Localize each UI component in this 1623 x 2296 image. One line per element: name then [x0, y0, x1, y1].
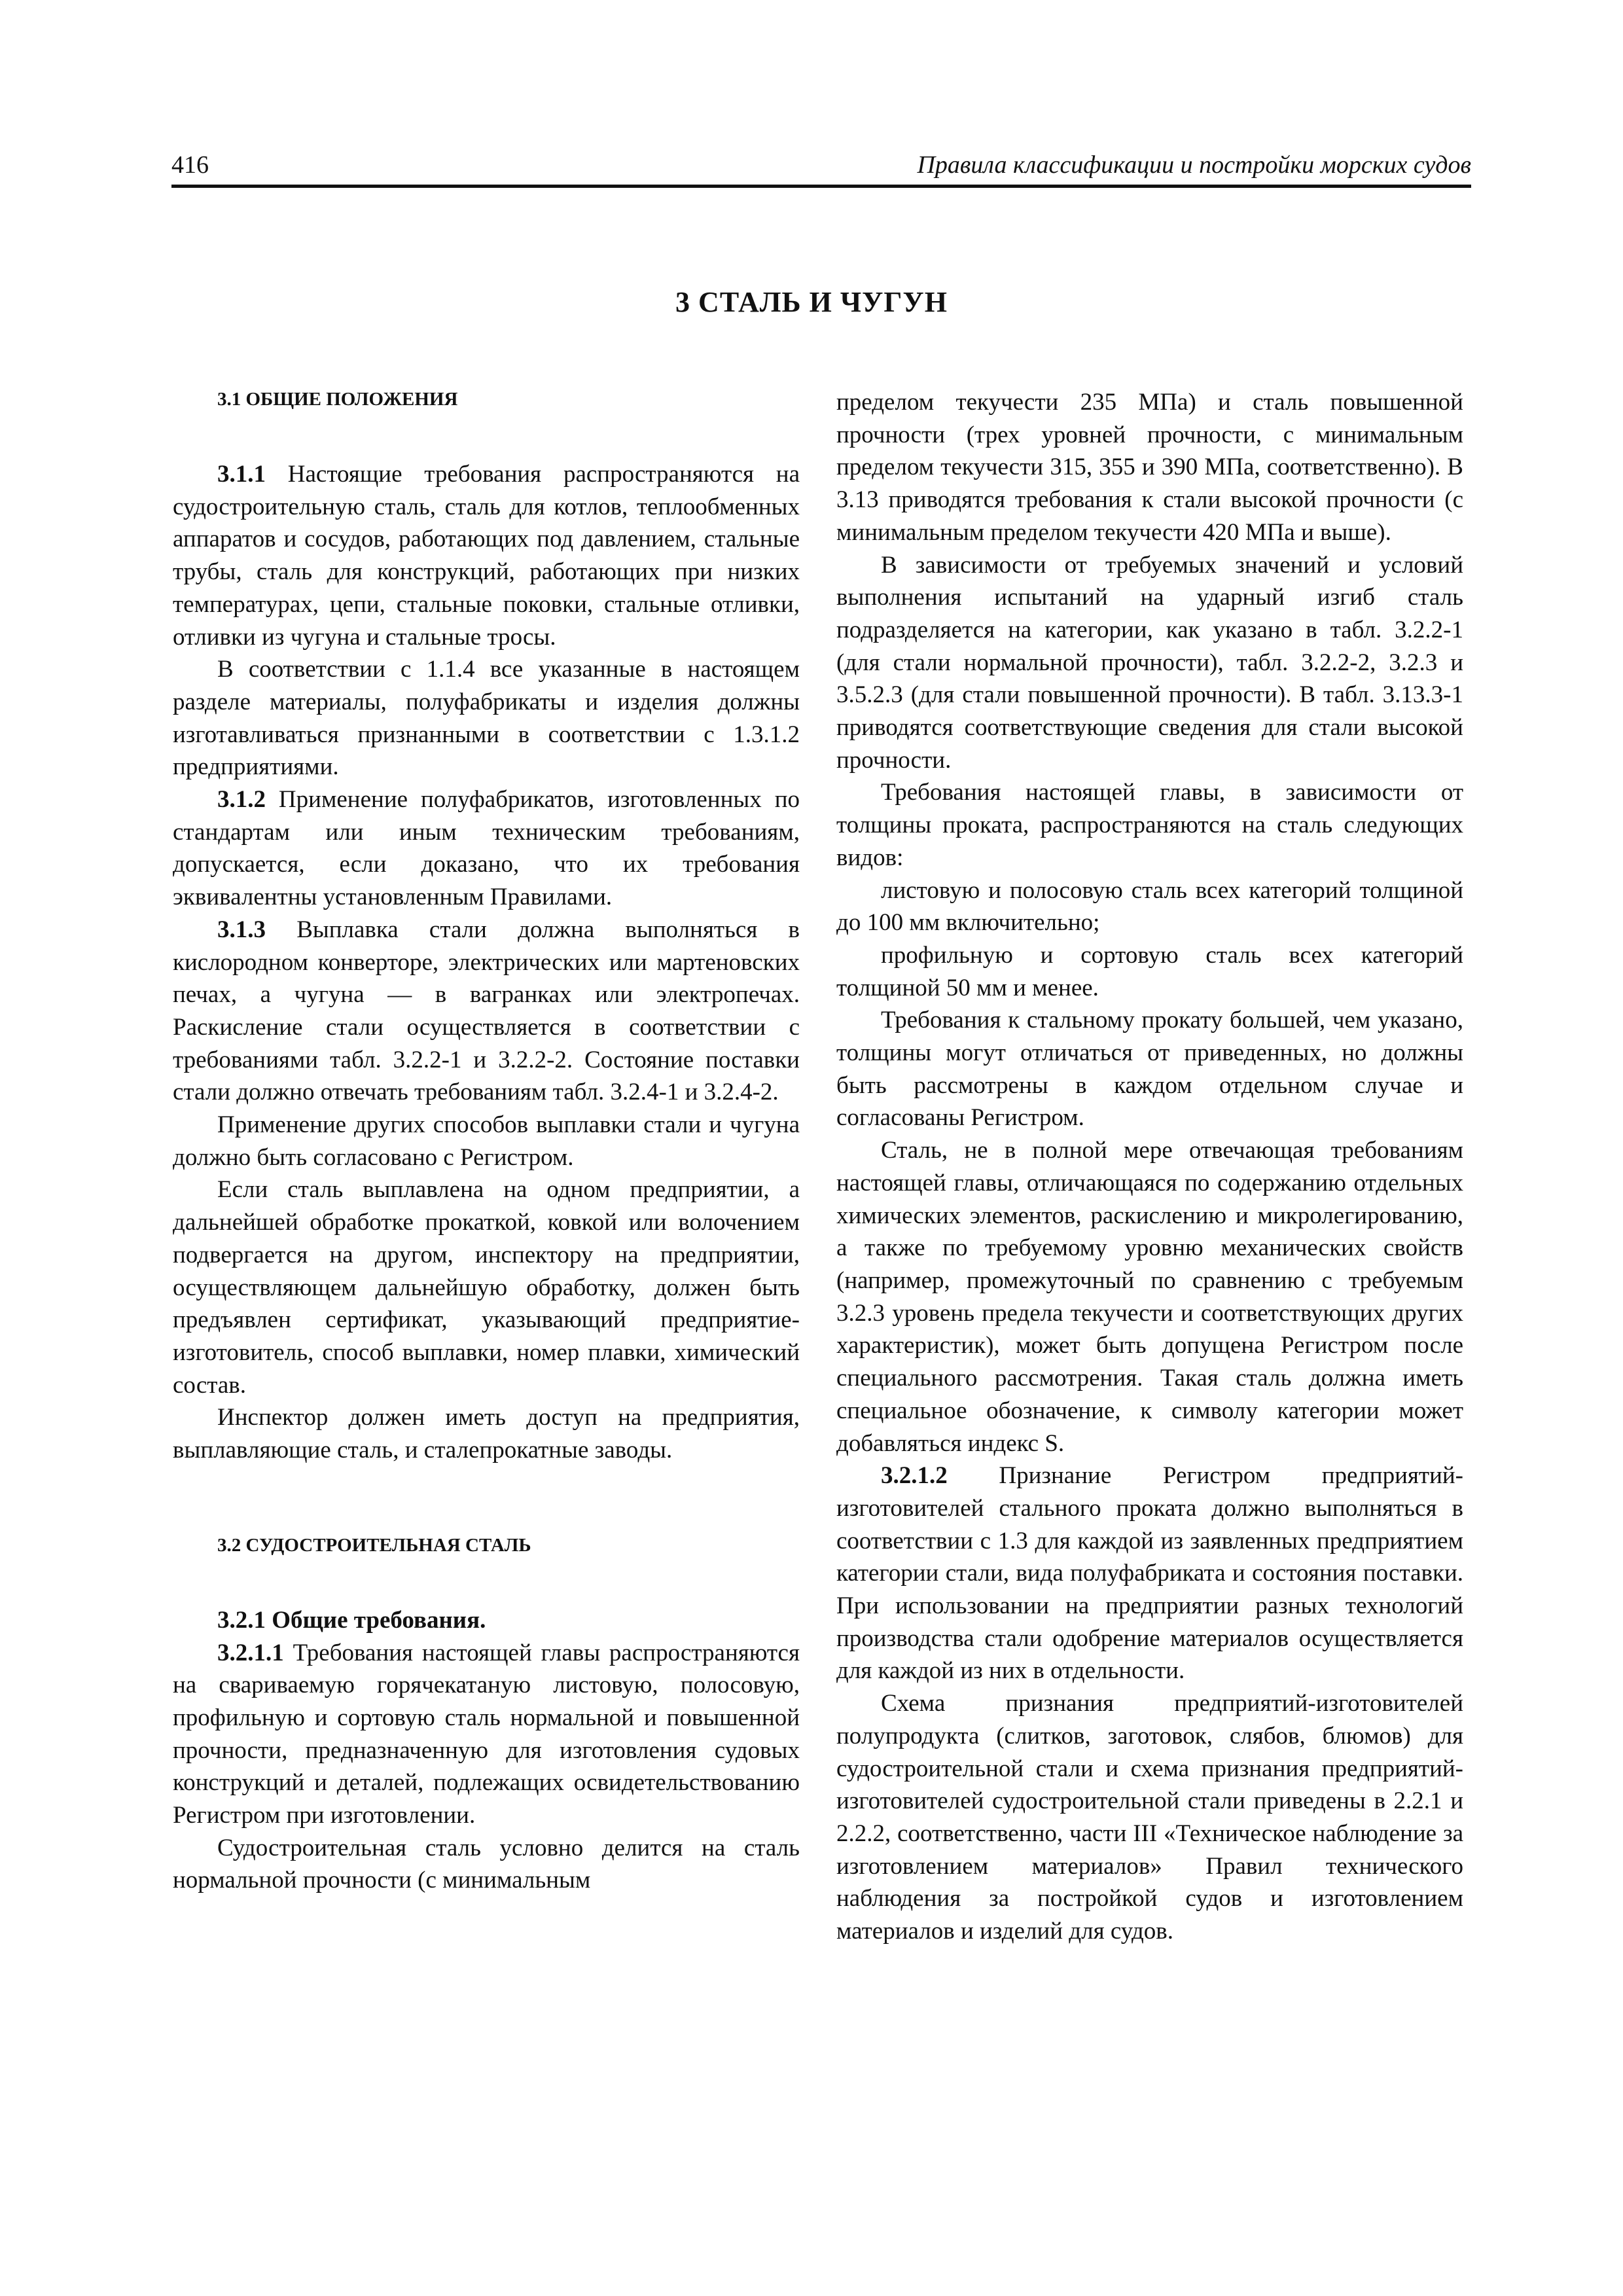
page-number: 416: [171, 151, 209, 179]
paragraph: Требования настоящей главы, в зависимости от толщины проката, распространяются на сталь следующих видов:: [836, 779, 1463, 871]
paragraph-text: Признание Регистром предприятий-изготовителей стального проката должно выполняться в соответствии с 1.3 для каждой из заявленных предприятием категории стали, вида полуфабриката и состояния поставки. При использовании на предприятии разных технологий производства стали одобрение материалов осуществляется для каждой из них в отдельности.: [836, 1462, 1463, 1685]
paragraph: Применение других способов выплавки стали и чугуна должно быть согласовано с Регистром.: [173, 1111, 800, 1171]
paragraph: Инспектор должен иметь доступ на предприятия, выплавляющие сталь, и сталепрокатные заводы.: [173, 1404, 800, 1464]
section-heading-3-1: 3.1 ОБЩИЕ ПОЛОЖЕНИЯ: [217, 389, 458, 410]
paragraph: Судостроительная сталь условно делится на сталь нормальной прочности (с минимальным: [173, 1834, 800, 1894]
paragraph: профильную и сортовую сталь всех категорий толщиной 50 мм и менее.: [836, 941, 1463, 1001]
paragraph: Требования к стальному прокату большей, чем указано, толщины могут отличаться от приведенных, но должны быть рассмотрены в каждом отдельном случае и согласованы Регистром.: [836, 1007, 1463, 1132]
clause-number: 3.1.3: [217, 916, 266, 943]
paragraph: В зависимости от требуемых значений и условий выполнения испытаний на ударный изгиб сталь подразделяется на категории, как указано в табл. 3.2.2-1 (для стали нормальной прочности), табл. 3.2.2-2, 3.2.3 и 3.5.2.3 (для стали повышенной прочности). В табл. 3.13.3-1 приводятся соответствующие сведения для стали высокой прочности.: [836, 551, 1463, 774]
paragraph: Если сталь выплавлена на одном предприятии, а дальнейшей обработке прокаткой, ковкой или волочением подвергается на другом, инспектору на предприятии, осуществляющем дальнейшую обработку, должен быть предъявлен сертификат, указывающий предприятие-изготовитель, способ выплавки, номер плавки, химический состав.: [173, 1176, 800, 1399]
page-header: [171, 145, 1471, 188]
clause-number: 3.2.1.2: [881, 1462, 948, 1490]
paragraph: Схема признания предприятий-изготовителей полупродукта (слитков, заготовок, слябов, блюмов) для судостроительной стали и схема признания предприятий-изготовителей судостроительной стали приведены в 2.2.1 и 2.2.2, соответственно, части III «Техническое наблюдение за изготовлением материалов» Правил технического наблюдения за постройкой судов и изготовлением материалов и изделий для судов.: [836, 1690, 1463, 1945]
right-column: [836, 386, 1463, 1948]
chapter-title: 3 СТАЛЬ И ЧУГУН: [675, 286, 948, 318]
clause-number: 3.2.1.1: [217, 1639, 284, 1666]
paragraph-3-1-1: [173, 458, 800, 653]
paragraph: В соответствии с 1.1.4 все указанные в настоящем разделе материалы, полуфабрикаты и изделия должны изготавливаться признанными в соответствии с 1.3.1.2 предприятиями.: [173, 656, 800, 781]
paragraph-continued: пределом текучести 235 МПа) и сталь повышенной прочности (трех уровней прочности, с минимальным пределом текучести 315, 355 и 390 МПа, соответственно). В 3.13 приводятся требования к стали высокой прочности (с минимальным пределом текучести 420 МПа и выше).: [836, 389, 1463, 546]
paragraph-text: Выплавка стали должна выполняться в кислородном конверторе, электрических или мартеновских печах, а чугуна — в вагранках или электропечах. Раскисление стали осуществляется в соответствии с требованиями табл. 3.2.2-1 и 3.2.2-2. Состояние поставки стали должно отвечать требованиям табл. 3.2.4-1 и 3.2.4-2.: [173, 916, 800, 1106]
paragraph-3-1-2: [173, 783, 800, 914]
left-column: [173, 386, 800, 1897]
spacer: [173, 1558, 800, 1604]
paragraph: листовую и полосовую сталь всех категорий толщиной до 100 мм включительно;: [836, 876, 1463, 937]
paragraph: Сталь, не в полной мере отвечающая требованиям настоящей главы, отличающаяся по содержанию отдельных химических элементов, раскислению и микролегированию, а также по требуемому уровню механических свойств (например, промежуточный по сравнению с требуемым 3.2.3 уровень предела текучести и соответствующих других характеристик), может быть допущена Регистром после специального рассмотрения. Такая сталь должна иметь специальное обозначение, к символу категории может добавляться индекс S.: [836, 1137, 1463, 1457]
paragraph-3-2-1-2: [836, 1460, 1463, 1687]
clause-number: 3.1.2: [217, 786, 266, 814]
section-heading-3-2: 3.2 СУДОСТРОИТЕЛЬНАЯ СТАЛЬ: [217, 1534, 531, 1556]
paragraph-3-2-1-1: [173, 1637, 800, 1832]
subsection-heading-3-2-1: 3.2.1 Общие требования.: [217, 1606, 486, 1634]
spacer: [173, 1467, 800, 1532]
paragraph-3-1-3: [173, 914, 800, 1109]
paragraph-text: Требования настоящей главы распространяются на свариваемую горячекатаную листовую, полосовую, профильную и сортовую сталь нормальной и повышенной прочности, предназначенную для изготовления судовых конструкций и деталей, подлежащих освидетельствованию Регистром при изготовлении.: [173, 1639, 800, 1829]
paragraph-text: Настоящие требования распространяются на судостроительную сталь, сталь для котлов, теплообменных аппаратов и сосудов, работающих под давлением, стальные трубы, сталь для конструкций, работающих при низких температурах, цепи, стальные поковки, стальные отливки, отливки из чугуна и стальные тросы.: [173, 461, 800, 651]
running-title: Правила классификации и постройки морских судов: [917, 151, 1471, 179]
paragraph-text: Применение полуфабрикатов, изготовленных по стандартам или иным техническим требованиям, допускается, если доказано, что их требования эквивалентны установленным Правилами.: [173, 786, 800, 911]
spacer: [173, 412, 800, 458]
clause-number: 3.1.1: [217, 461, 266, 488]
